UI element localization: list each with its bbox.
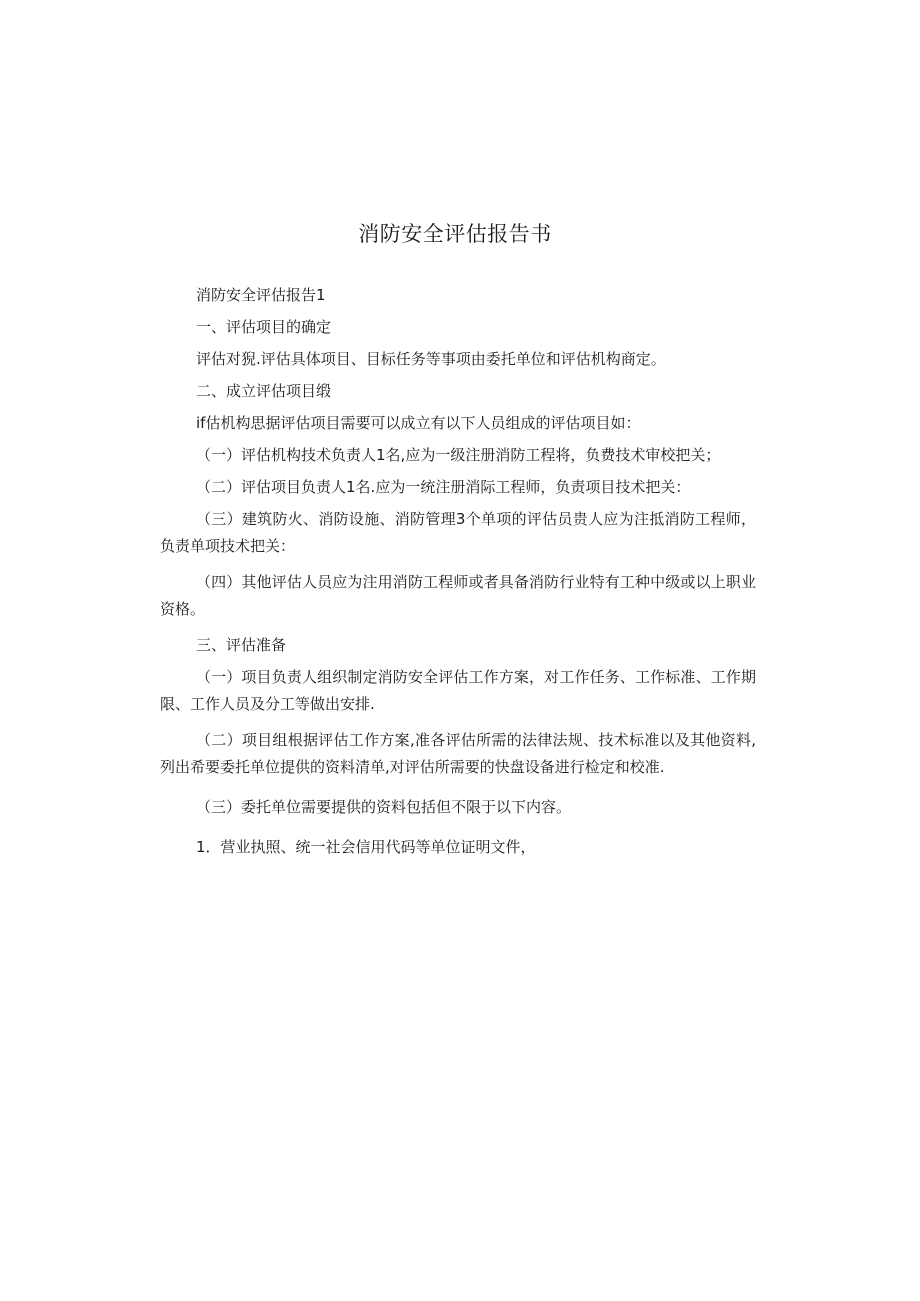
section-heading: 一、评估项目的确定 xyxy=(196,318,332,336)
document-body xyxy=(160,282,756,866)
list-item: （三）委托单位需要提供的资料包括但不限于以下内容。 xyxy=(196,798,572,816)
list-item: （二）评估项目负责人1名.应为一统注册消际工程师，负责项目技术把关： xyxy=(196,478,691,496)
list-item: （四）其他评估人员应为注用消防工程师或者具备消防行业特有工种中级或以上职业资格。 xyxy=(160,573,756,618)
section-heading: 二、成立评估项目缎 xyxy=(196,382,332,400)
list-item: （一）评估机构技术负责人1名,应为一级注册消防工程将，负费技术审校把关； xyxy=(196,446,721,464)
section-heading: 三、评估准备 xyxy=(196,636,287,654)
list-item: （一）项目负责人组织制定消防安全评估工作方案，对工作任务、工作标准、工作期限、工作人员及分工等做出安排. xyxy=(160,668,756,713)
list-item: （三）建筑防火、消防设施、消防管理3个单项的评估员贵人应为注抵消防工程师，负责单项技术把关： xyxy=(160,510,756,555)
subtitle-line: 消防安全评估报告1 xyxy=(196,286,326,304)
paragraph: if估机构思据评估项目需要可以成立有以下人员组成的评估项目如： xyxy=(196,414,641,432)
document-title: 消防安全评估报告书 xyxy=(358,222,552,246)
numbered-item: 1．营业执照、统一社会信用代码等单位证明文件， xyxy=(196,838,536,856)
paragraph: 评估对猊.评估具体项目、目标任务等事项由委托单位和评估机构商定。 xyxy=(196,350,666,368)
list-item: （二）项目组根据评估工作方案,准各评估所需的法律法规、技术标准以及其他资料,列出希要委托单位提供的资料清单,对评估所需要的快盘设备进行检定和校准. xyxy=(160,731,756,776)
